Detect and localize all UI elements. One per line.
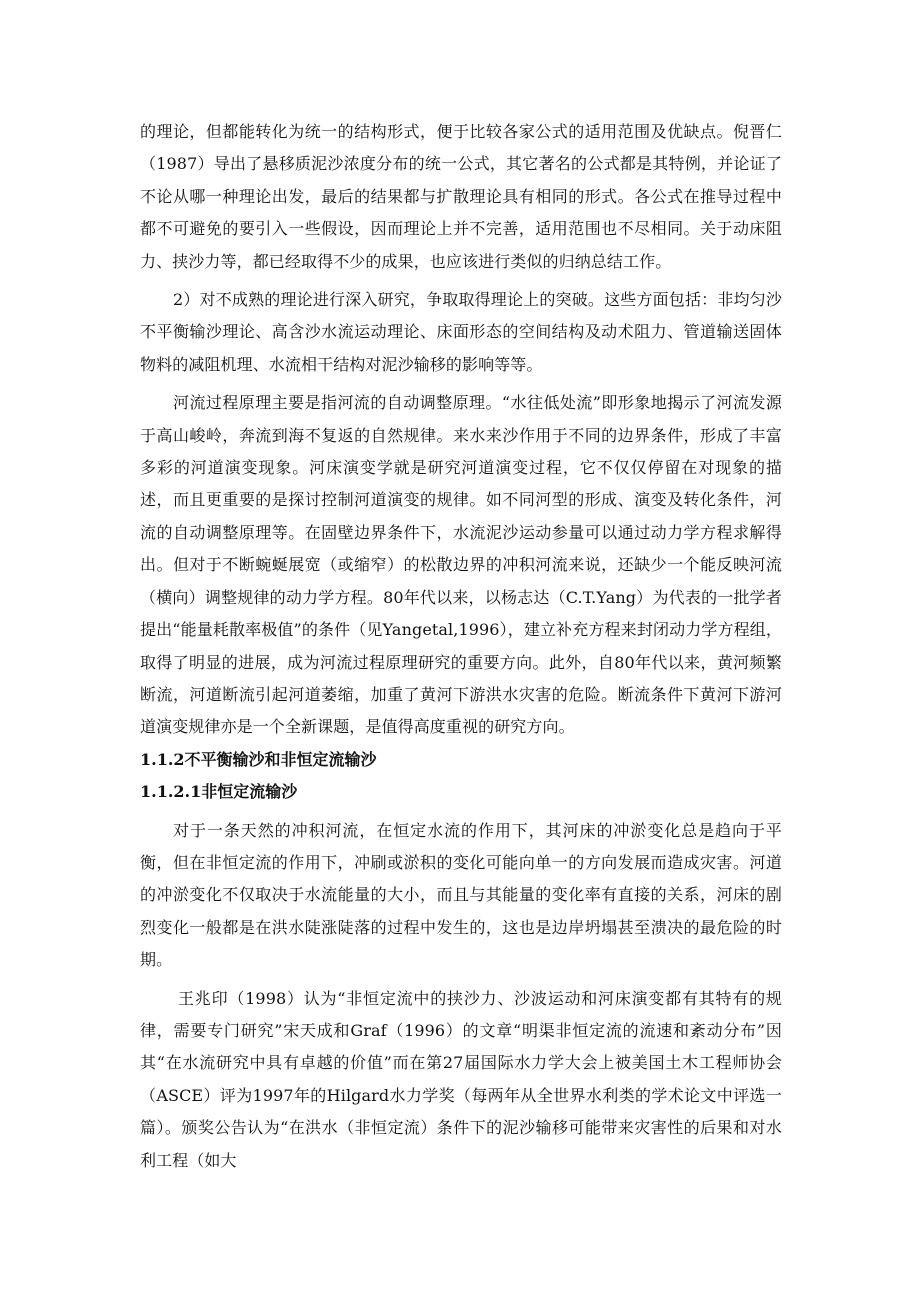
paragraph-wang-zhaoyin: 王兆印（1998）认为“非恒定流中的挟沙力、沙波运动和河床演变都有其特有的规律，需要专门研究”宋天成和Graf（1996）的文章“明渠非恒定流的流速和紊动分布”因其“在水流研究中具有卓越的价值”而在第27届国际水力学大会上被美国土木工程师协会（ASCE）评为1997年的Hilgard水力学奖（每两年从全世界水利类的学术论文中评选一篇）。颁奖公告认为“在洪水（非恒定流）条件下的泥沙输移可能带来灾害性的后果和对水利工程（如大	[140, 988, 782, 1170]
document-page	[140, 116, 782, 1177]
subsection-heading: 1.1.2.1非恒定流输沙	[140, 782, 298, 802]
paragraph-unsteady-flow: 对于一条天然的冲积河流，在恒定水流的作用下，其河床的冲淤变化总是趋向于平衡，但在非恒定流的作用下，冲刷或淤积的变化可能向单一的方向发展而造成灾害。河道的冲淤变化不仅取决于水流能量的大小，而且与其能量的变化率有直接的关系，河床的剧烈变化一般都是在洪水陡涨陡落的过程中发生的，这也是边岸坍塌甚至溃决的最危险的时期。	[140, 820, 782, 970]
paragraph-theory-continuation: 的理论，但都能转化为统一的结构形式，便于比较各家公式的适用范围及优缺点。倪晋仁（1987）导出了悬移质泥沙浓度分布的统一公式，其它著名的公式都是其特例，并论证了不论从哪一种理论出发，最后的结果都与扩散理论具有相同的形式。各公式在推导过程中都不可避免的要引入一些假设，因而理论上并不完善，适用范围也不尽相同。关于动床阻力、挟沙力等，都已经取得不少的成果，也应该进行类似的归纳总结工作。	[140, 122, 782, 271]
paragraph-river-process: 河流过程原理主要是指河流的自动调整原理。“水往低处流”即形象地揭示了河流发源于高山峻岭，奔流到海不复返的自然规律。来水来沙作用于不同的边界条件，形成了丰富多彩的河道演变现象。河床演变学就是研究河道演变过程，它不仅仅停留在对现象的描述，而且更重要的是探讨控制河道演变的规律。如不同河型的形成、演变及转化条件，河流的自动调整原理等。在固壁边界条件下，水流泥沙运动参量可以通过动力学方程求解得出。但对于不断蜿蜒展宽（或缩窄）的松散边界的冲积河流来说，还缺少一个能反映河流（横向）调整规律的动力学方程。80年代以来，以杨志达（C.T.Yang）为代表的一批学者提出“能量耗散率极值”的条件（见Yangetal,1996），建立补充方程来封闭动力学方程组，取得了明显的进展，成为河流过程原理研究的重要方向。此外，自80年代以来，黄河频繁断流，河道断流引起河道萎缩，加重了黄河下游洪水灾害的危险。断流条件下黄河下游河道演变规律亦是一个全新课题，是值得高度重视的研究方向。	[140, 393, 782, 737]
paragraph-item-2: 2）对不成熟的理论进行深入研究，争取取得理论上的突破。这些方面包括：非均匀沙不平衡输沙理论、高含沙水流运动理论、床面形态的空间结构及动术阻力、管道输送固体物料的减阻机理、水流相干结构对泥沙输移的影响等等。	[140, 290, 782, 374]
section-heading: 1.1.2不平衡输沙和非恒定流输沙	[140, 749, 377, 769]
